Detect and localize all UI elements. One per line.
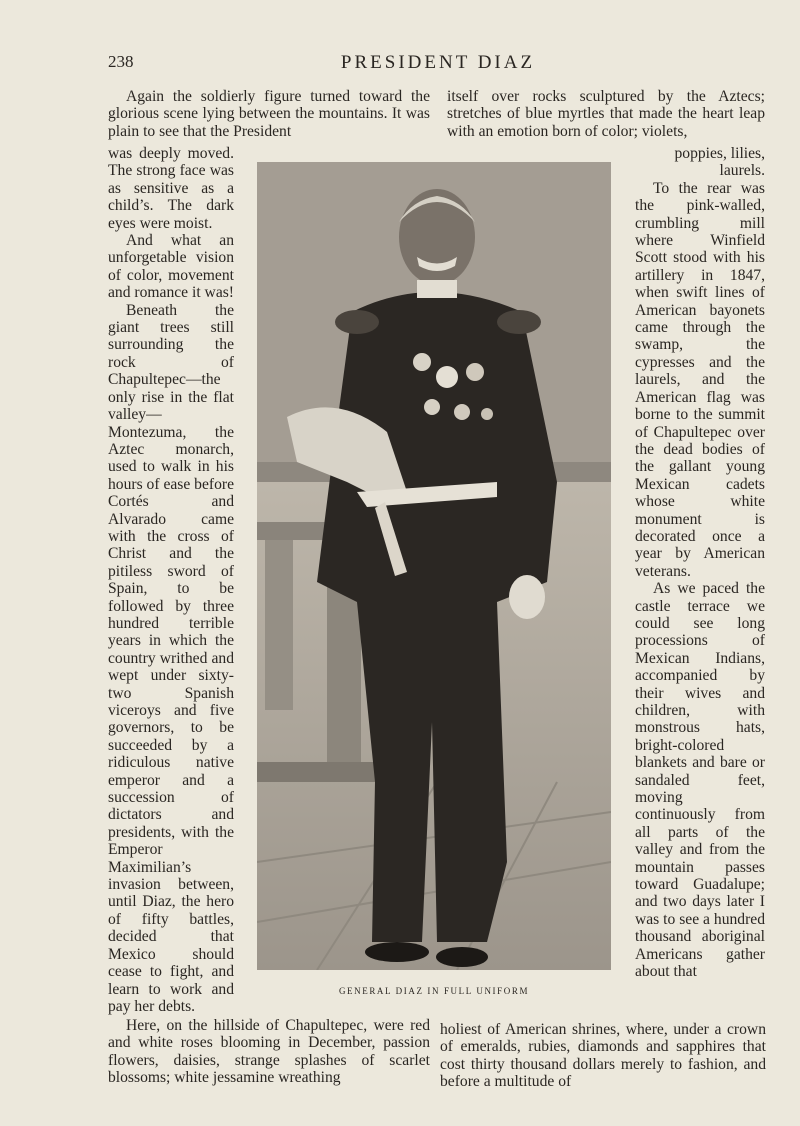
- narrow-column-right: [635, 145, 765, 981]
- narrow-column-left: [108, 145, 234, 1015]
- page-number: 238: [108, 52, 134, 71]
- paragraph-poppies: poppies, lilies, laurels.: [674, 145, 765, 180]
- portrait-illustration: [257, 162, 611, 970]
- paragraph-vision: And what an unforgetable vision of color, movement and romance it was!: [108, 232, 234, 302]
- paragraph-top-right: itself over rocks sculptured by the Aztecs; stretches of blue myrtles that made the heart leap with an emotion born of color; violets,: [447, 88, 765, 140]
- photo-caption: GENERAL DIAZ IN FULL UNIFORM: [338, 986, 530, 996]
- paragraph-bottom-right: holiest of American shrines, where, under a crown of emeralds, rubies, diamonds and sapphires that cost thirty thousand dollars merely to fashion, and before a multitude of: [440, 1021, 766, 1091]
- paragraph-top-left: Again the soldierly figure turned toward the glorious scene lying between the mountains. It was plain to see that the President: [108, 88, 430, 140]
- paragraph-bottom-left: Here, on the hillside of Chapultepec, were red and white roses blooming in December, passion flowers, daisies, strange splashes of scarlet blossoms; white jessamine wreathing: [108, 1017, 430, 1087]
- portrait-photo: [257, 162, 611, 970]
- page-header: [108, 52, 768, 76]
- paragraph-pink-walled-mill: To the rear was the pink-walled, crumbling mill where Winfield Scott stood with his artillery in 1847, when swift lines of American bayonets came through the swamp, the cypresses and the laurels, and the American flag was borne to the summit of Chapultepec over the dead bodies of the gallant young Mexican cadets whose white monument is decorated once a year by American veterans.: [635, 179, 765, 580]
- running-title: PRESIDENT DIAZ: [340, 52, 536, 73]
- paragraph-castle-terrace: As we paced the castle terrace we could see long processions of Mexican Indians, accompanied by their wives and children, with monstrous hats, bright-colored blankets and bare or sandaled feet, moving continuously from all parts of the valley and from the mountain passes toward Guadalupe; and two days later I was to see a hundred thousand aboriginal Americans gather about that: [635, 580, 765, 981]
- paragraph-deeply-moved: was deeply moved. The strong face was as sensitive as a child’s. The dark eyes were moist.: [108, 145, 234, 232]
- paragraph-beneath-trees: Beneath the giant trees still surrounding the rock of Chapultepec—the only rise in the flat valley—Montezuma, the Aztec monarch, used to walk in his hours of ease before Cortés and Alvarado came with the cross of Christ and the pitiless sword of Spain, to be followed by three hundred terrible years in which the country writhed and wept under sixty-two Spanish viceroys and five governors, to be succeeded by a ridiculous native emperor and a succession of dictators and presidents, with the Emperor Maximilian’s invasion between, until Diaz, the hero of fifty battles, decided that Mexico should cease to fight, and learn to work and pay her debts.: [108, 301, 234, 1015]
